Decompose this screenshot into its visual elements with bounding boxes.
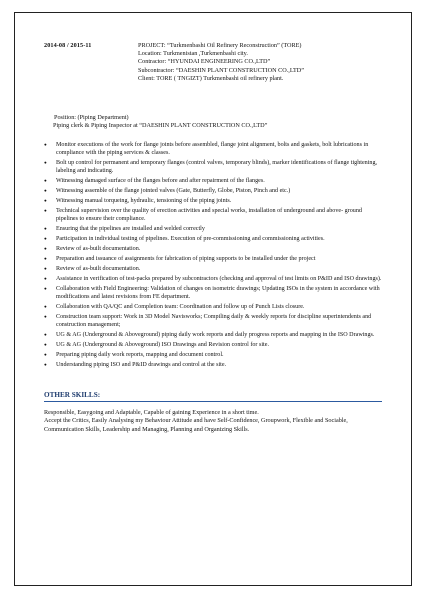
position-block [54, 114, 267, 131]
duty-item: ● Witnessing assemble of the flange jointed valves (Gate, Butterfly, Globe, Piston, Pinch and etc.) [44, 187, 384, 195]
duty-item: ● Monitor executions of the work for flange joints before assembled, flange joint alignment, bolts and gaskets, bolt lubrications in compliance with the piping services & classes. [44, 141, 384, 157]
duty-item: ● Preparing piping daily work reports, mapping and document control. [44, 351, 384, 359]
duty-item: ● Review of as-built documentation. [44, 245, 384, 253]
duty-item: ● Bolt up control for permanent and temporary flanges (control valves, temporary blinds), marker identifications of flange tightening, labeling and indicating. [44, 159, 384, 175]
duty-item: ● Collaboration with QA/QC and Completion team: Coordination and follow up of Punch Lists closure. [44, 303, 384, 311]
duty-item: ● Review of as-built documentation. [44, 265, 384, 273]
project-client: Client: TORE ( TNGIZT) Turkmenbashi oil refinery plant. [138, 74, 284, 82]
duty-item: ● Participation in individual testing of pipelines. Execution of pre-commissioning and commissioning activities. [44, 235, 384, 243]
duty-item: ● Understanding piping ISO and P&ID drawings and control at the site. [44, 361, 384, 369]
duty-item: ● UG & AG (Underground & Aboveground) ISO Drawings and Revision control for site. [44, 341, 384, 349]
employment-period: 2014-08 / 2015-11 [44, 42, 92, 49]
duties-list [44, 141, 384, 371]
duty-item: ● Witnessing manual torqueing, hydraulic, tensioning of the piping joints. [44, 197, 384, 205]
duty-item: ● UG & AG (Underground & Aboveground) piping daily work reports and daily progress reports and mapping in the ISO Drawings. [44, 331, 384, 339]
duty-item: ● Assistance in verification of test-packs prepared by subcontractors (checking and approval of test limits on P&ID and ISO drawings). [44, 275, 384, 283]
section-divider [44, 401, 382, 402]
other-skills-heading: OTHER SKILLS: [44, 391, 101, 399]
project-contractor: Contractor: “HYUNDAI ENGINEERING CO.,LTD” [138, 58, 271, 66]
skills-line: Accept the Critics, Easily Analysing my Behaviour Attitude and have Self-Confidence, Groupwork, Flexible and Sociable, Communication Skills, Leadership and Managing, Planning and Organizing Skills. [44, 417, 348, 433]
project-details [138, 42, 304, 83]
duty-item: ● Construction team support: Work in 3D Model Navisworks; Compiling daily & weekly reports for discipline superintendents and construction management; [44, 313, 384, 329]
project-location: Location: Turkmenistan ,Turkmenbashi city. [138, 50, 248, 58]
other-skills-text [44, 409, 384, 434]
duty-item: ● Ensuring that the pipelines are installed and welded correctly [44, 225, 384, 233]
duty-item: ● Preparation and issuance of assignments for fabrication of piping supports to be installed under the project [44, 255, 384, 263]
role-title: Piping clerk & Piping Inspector at “DAESHIN PLANT CONSTRUCTION CO.,LTD” [53, 122, 268, 130]
duty-item: ● Technical supervision over the quality of erection activities and special works, installation of underground and above- ground pipelines to ensure their compliance. [44, 207, 384, 223]
project-name: PROJECT: “Turkmenbashi Oil Refinery Reconstruction” (TORE) [138, 42, 302, 49]
duty-item: ● Witnessing damaged surface of the flanges before and after repairment of the flanges. [44, 177, 384, 185]
skills-line: Responsible, Easygoing and Adaptable, Capable of gaining Experience in a short time. [44, 409, 259, 416]
duty-item: ● Collaboration with Field Engineering: Validation of changes on isometric drawings; Updating ISOs in the system in accordance with modifications and latest revisions from FE department. [44, 285, 384, 301]
project-subcontractor: Subcontractor: “DAESHIN PLANT CONSTRUCTION CO.,LTD” [138, 66, 305, 74]
position-label: Position: (Piping Department) [54, 114, 129, 121]
